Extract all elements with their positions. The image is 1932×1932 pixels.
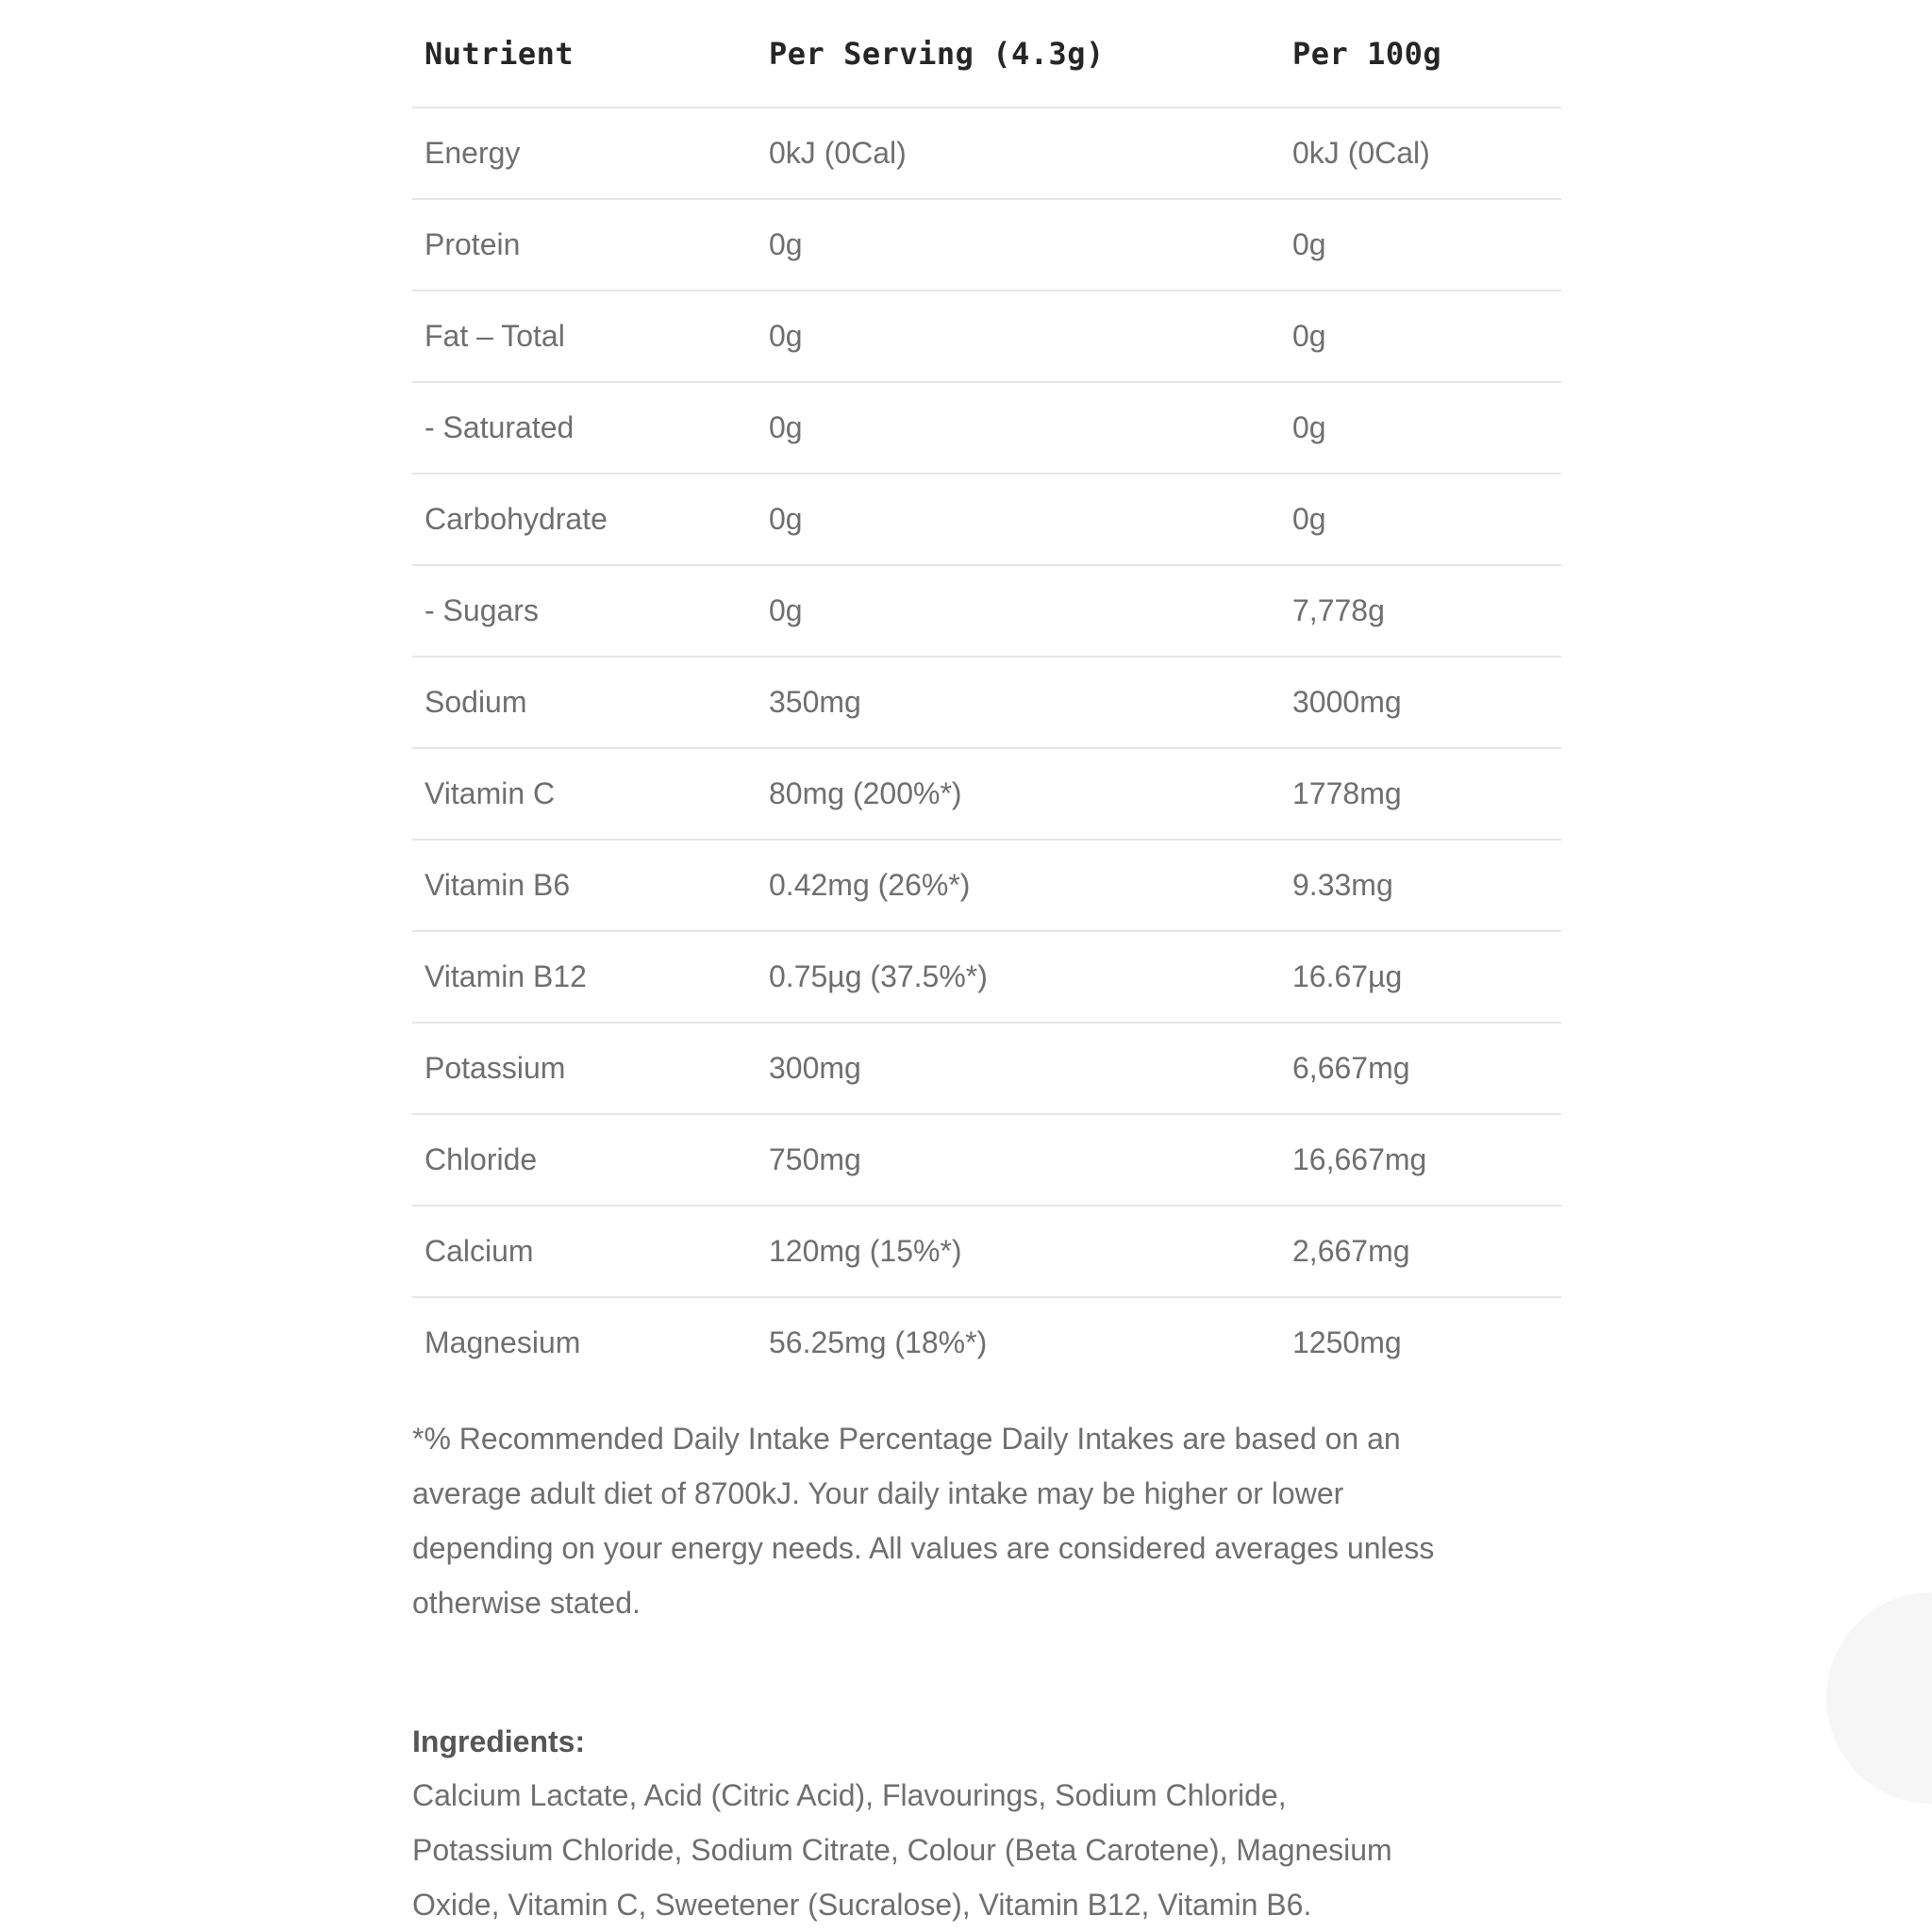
table-row bbox=[412, 381, 1561, 473]
table-row bbox=[412, 1296, 1561, 1388]
nutrient-name-cell: Vitamin B12 bbox=[425, 959, 587, 993]
nutrient-name-cell: Carbohydrate bbox=[425, 502, 608, 536]
footnote-line: otherwise stated. bbox=[412, 1586, 641, 1620]
header-per-serving: Per Serving (4.3g) bbox=[769, 35, 1105, 72]
ingredients-line: Calcium Lactate, Acid (Citric Acid), Flavourings, Sodium Chloride, bbox=[412, 1778, 1287, 1812]
nutrient-name-cell: - Saturated bbox=[425, 410, 575, 444]
per-100g-cell: 0g bbox=[1292, 502, 1326, 536]
header-nutrient: Nutrient bbox=[425, 35, 575, 72]
nutrition-table bbox=[412, 0, 1561, 1388]
per-100g-cell: 7,778g bbox=[1292, 593, 1385, 627]
per-serving-cell: 0g bbox=[769, 410, 803, 444]
per-100g-cell: 1778mg bbox=[1292, 776, 1402, 810]
per-serving-cell: 0.75µg (37.5%*) bbox=[769, 959, 988, 993]
per-100g-cell: 0g bbox=[1292, 319, 1326, 353]
floating-widget-partial bbox=[1826, 1592, 1932, 1804]
per-100g-cell: 16.67µg bbox=[1292, 959, 1403, 993]
per-100g-cell: 9.33mg bbox=[1292, 868, 1393, 902]
nutrient-name-cell: Magnesium bbox=[425, 1325, 581, 1359]
table-row bbox=[412, 747, 1561, 839]
table-row bbox=[412, 564, 1561, 656]
table-row bbox=[412, 930, 1561, 1022]
footnote-line: depending on your energy needs. All values are considered averages unless bbox=[412, 1531, 1435, 1565]
per-100g-cell: 0g bbox=[1292, 410, 1326, 444]
nutrient-name-cell: Vitamin B6 bbox=[425, 868, 571, 902]
daily-intake-footnote bbox=[412, 1411, 1563, 1630]
nutrient-name-cell: Sodium bbox=[425, 685, 527, 719]
per-serving-cell: 350mg bbox=[769, 685, 861, 719]
table-header-row bbox=[412, 0, 1561, 107]
table-row bbox=[412, 1113, 1561, 1205]
nutrient-name-cell: Vitamin C bbox=[425, 776, 556, 810]
ingredients-line: Potassium Chloride, Sodium Citrate, Colour (Beta Carotene), Magnesium bbox=[412, 1833, 1392, 1867]
per-serving-cell: 0kJ (0Cal) bbox=[769, 136, 907, 170]
nutrient-name-cell: Fat – Total bbox=[425, 319, 565, 353]
per-serving-cell: 0g bbox=[769, 227, 803, 261]
table-row bbox=[412, 656, 1561, 747]
per-serving-cell: 120mg (15%*) bbox=[769, 1234, 962, 1268]
nutrient-name-cell: Potassium bbox=[425, 1051, 566, 1085]
table-row bbox=[412, 290, 1561, 381]
per-serving-cell: 750mg bbox=[769, 1142, 861, 1176]
per-100g-cell: 2,667mg bbox=[1292, 1234, 1410, 1268]
per-100g-cell: 16,667mg bbox=[1292, 1142, 1427, 1176]
table-row bbox=[412, 1205, 1561, 1296]
footnote-line: average adult diet of 8700kJ. Your daily intake may be higher or lower bbox=[412, 1476, 1344, 1510]
nutrient-name-cell: Chloride bbox=[425, 1142, 538, 1176]
nutrient-name-cell: Energy bbox=[425, 136, 521, 170]
per-serving-cell: 0g bbox=[769, 502, 803, 536]
ingredients-list bbox=[412, 1768, 1563, 1932]
table-body bbox=[412, 107, 1561, 1388]
per-100g-cell: 3000mg bbox=[1292, 685, 1402, 719]
table-row bbox=[412, 1022, 1561, 1113]
table-row bbox=[412, 839, 1561, 930]
per-serving-cell: 0.42mg (26%*) bbox=[769, 868, 971, 902]
per-serving-cell: 0g bbox=[769, 319, 803, 353]
nutrient-name-cell: - Sugars bbox=[425, 593, 539, 627]
per-serving-cell: 300mg bbox=[769, 1051, 861, 1085]
per-serving-cell: 0g bbox=[769, 593, 803, 627]
per-serving-cell: 56.25mg (18%*) bbox=[769, 1325, 988, 1359]
header-per-100g: Per 100g bbox=[1292, 35, 1442, 72]
table-row bbox=[412, 198, 1561, 290]
per-100g-cell: 0kJ (0Cal) bbox=[1292, 136, 1430, 170]
nutrient-name-cell: Protein bbox=[425, 227, 521, 261]
per-100g-cell: 1250mg bbox=[1292, 1325, 1402, 1359]
nutrient-name-cell: Calcium bbox=[425, 1234, 534, 1268]
ingredients-heading: Ingredients: bbox=[412, 1724, 586, 1758]
per-100g-cell: 0g bbox=[1292, 227, 1326, 261]
ingredients-line: Oxide, Vitamin C, Sweetener (Sucralose), Vitamin B12, Vitamin B6. bbox=[412, 1888, 1312, 1922]
table-row bbox=[412, 107, 1561, 198]
table-row bbox=[412, 473, 1561, 564]
footnote-line: *% Recommended Daily Intake Percentage Daily Intakes are based on an bbox=[412, 1422, 1401, 1456]
per-100g-cell: 6,667mg bbox=[1292, 1051, 1410, 1085]
per-serving-cell: 80mg (200%*) bbox=[769, 776, 962, 810]
